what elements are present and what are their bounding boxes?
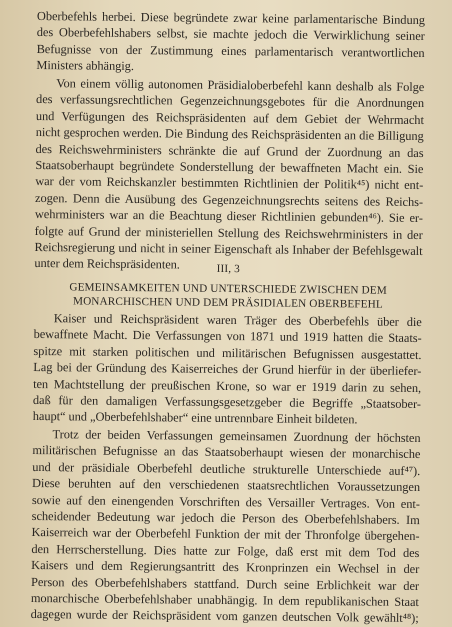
text-line: Reichsregierung und nicht in seiner Eigenschaft als Inhaber der Befehlsgewalt bbox=[34, 240, 423, 259]
text-line: daß für den damaligen Verfassungsgesetzgeber die Begriffe „Staatsober- bbox=[32, 393, 421, 412]
text-line: scheidender Bedeutung war jedoch die Person des Oberbefehlshabers. Im bbox=[31, 509, 420, 528]
text-line: den Herrscherstellung. Dies hatte zur Folge, daß erst mit dem Tod des bbox=[31, 541, 420, 560]
text-line: war der vom Reichskanzler bestimmten Richtlinien der Politik⁴⁵) nicht ent- bbox=[35, 174, 424, 193]
text-line: bewaffnete Macht. Die Verfassungen von 1871 und 1919 hatten die Staats- bbox=[33, 327, 422, 346]
paragraph-1 bbox=[36, 8, 425, 78]
section-heading bbox=[34, 260, 422, 313]
paragraph-2 bbox=[34, 75, 424, 276]
text-line: des Reichswehrministers schränkte die auf Grund der Zuordnung an das bbox=[35, 141, 424, 160]
text-line: Staatsoberhaupt begründete Sonderstellung der bewaffneten Macht ein. Sie bbox=[35, 158, 424, 177]
text-line: Oberbefehls herbei. Diese begründete zwar keine parlamentarische Bindung bbox=[36, 9, 426, 28]
text-line: spitze mit starken politischen und militärischen Befugnissen ausgestattet. bbox=[33, 343, 422, 362]
text-line: unter dem Reichspräsidenten. bbox=[34, 256, 180, 272]
text-line: Kaiserreich war der Oberbefehl Funktion der mit der Thronfolge übergehen- bbox=[31, 525, 420, 544]
text-line: Trotz der beiden Verfassungen gemeinsamen Zuordnung der höchsten bbox=[52, 427, 421, 446]
text-line: haupt“ und „Oberbefehlshaber“ eine untrennbare Einheit bildeten. bbox=[32, 409, 358, 427]
text-line: des verfassungsrechtlichen Gegenzeichnungsgebotes für die Anordnungen bbox=[36, 92, 425, 111]
text-line: Von einem völlig autonomen Präsidialoberbefehl kann deshalb als Folge bbox=[56, 76, 425, 95]
text-line: Kaiser und Reichspräsident waren Träger des Oberbefehls über die bbox=[53, 311, 422, 330]
text-line: Diese beruhten auf den verschiedenen staatsrechtlichen Voraussetzungen bbox=[31, 476, 421, 495]
section-title-line-2: MONARCHISCHEN UND DEM PRÄSIDIALEN OBERBEFEHL bbox=[72, 295, 383, 311]
text-line: und der präsidiale Oberbefehl deutliche strukturelle Unterschiede auf⁴⁷). bbox=[32, 459, 421, 478]
text-line: monarchische Oberbefehlshaber unabhängig. In dem republikanischen Staat bbox=[30, 591, 419, 610]
text-line: wehrministers war an die Beachtung dieser Richtlinien gebunden⁴⁶). Sie er- bbox=[34, 207, 423, 226]
text-line: folgte auf Grund der ministeriellen Stellung des Reichswehrministers in der bbox=[34, 223, 423, 242]
text-line: Ministers abhängig. bbox=[36, 58, 135, 74]
text-line: ten Machtstellung der preußischen Krone, so war er 1919 darin zu sehen, bbox=[33, 376, 422, 395]
text-line: Lag bei der Gründung des Kaiserreiches der Grund hierfür in der überliefer- bbox=[33, 360, 422, 379]
text-line: nicht gesprochen werden. Die Bindung des Reichspräsidenten an die Billigung bbox=[35, 125, 424, 144]
section-title-line-1: GEMEINSAMKEITEN UND UNTERSCHIEDE ZWISCHEN DEM bbox=[69, 280, 387, 297]
text-line: Kaisers und dem Regierungsantritt des Kronprinzen ein Wechsel in der bbox=[31, 558, 420, 577]
text-line: militärischen Befugnisse an das Staatsoberhaupt wiesen der monarchische bbox=[32, 443, 421, 462]
text-line: sowie auf den einengenden Vorschriften des Versailler Vertrages. Von ent- bbox=[31, 492, 420, 511]
text-line: Person des Oberbefehlshabers stattfand. Durch seine Erblichkeit war der bbox=[30, 574, 420, 593]
text-line: dagegen wurde der Reichspräsident vom ganzen deutschen Volk gewählt⁴⁸); bbox=[30, 607, 419, 626]
text-line: Befugnisse von der Zustimmung eines parlamentarisch verantwortlichen bbox=[36, 41, 425, 60]
text-line: zogen. Denn die Ausübung des Gegenzeichnungsrechts seitens des Reichs- bbox=[34, 190, 424, 209]
section-number: III, 3 bbox=[216, 262, 241, 276]
paragraph-4 bbox=[31, 426, 421, 627]
text-line: des Oberbefehlshabers selbst, sie machte jedoch die Verwirklichung seiner bbox=[36, 25, 425, 44]
paragraph-3 bbox=[33, 310, 422, 429]
text-line: und Verfügungen des Reichspräsidenten auf dem Gebiet der Wehrmacht bbox=[35, 108, 424, 127]
